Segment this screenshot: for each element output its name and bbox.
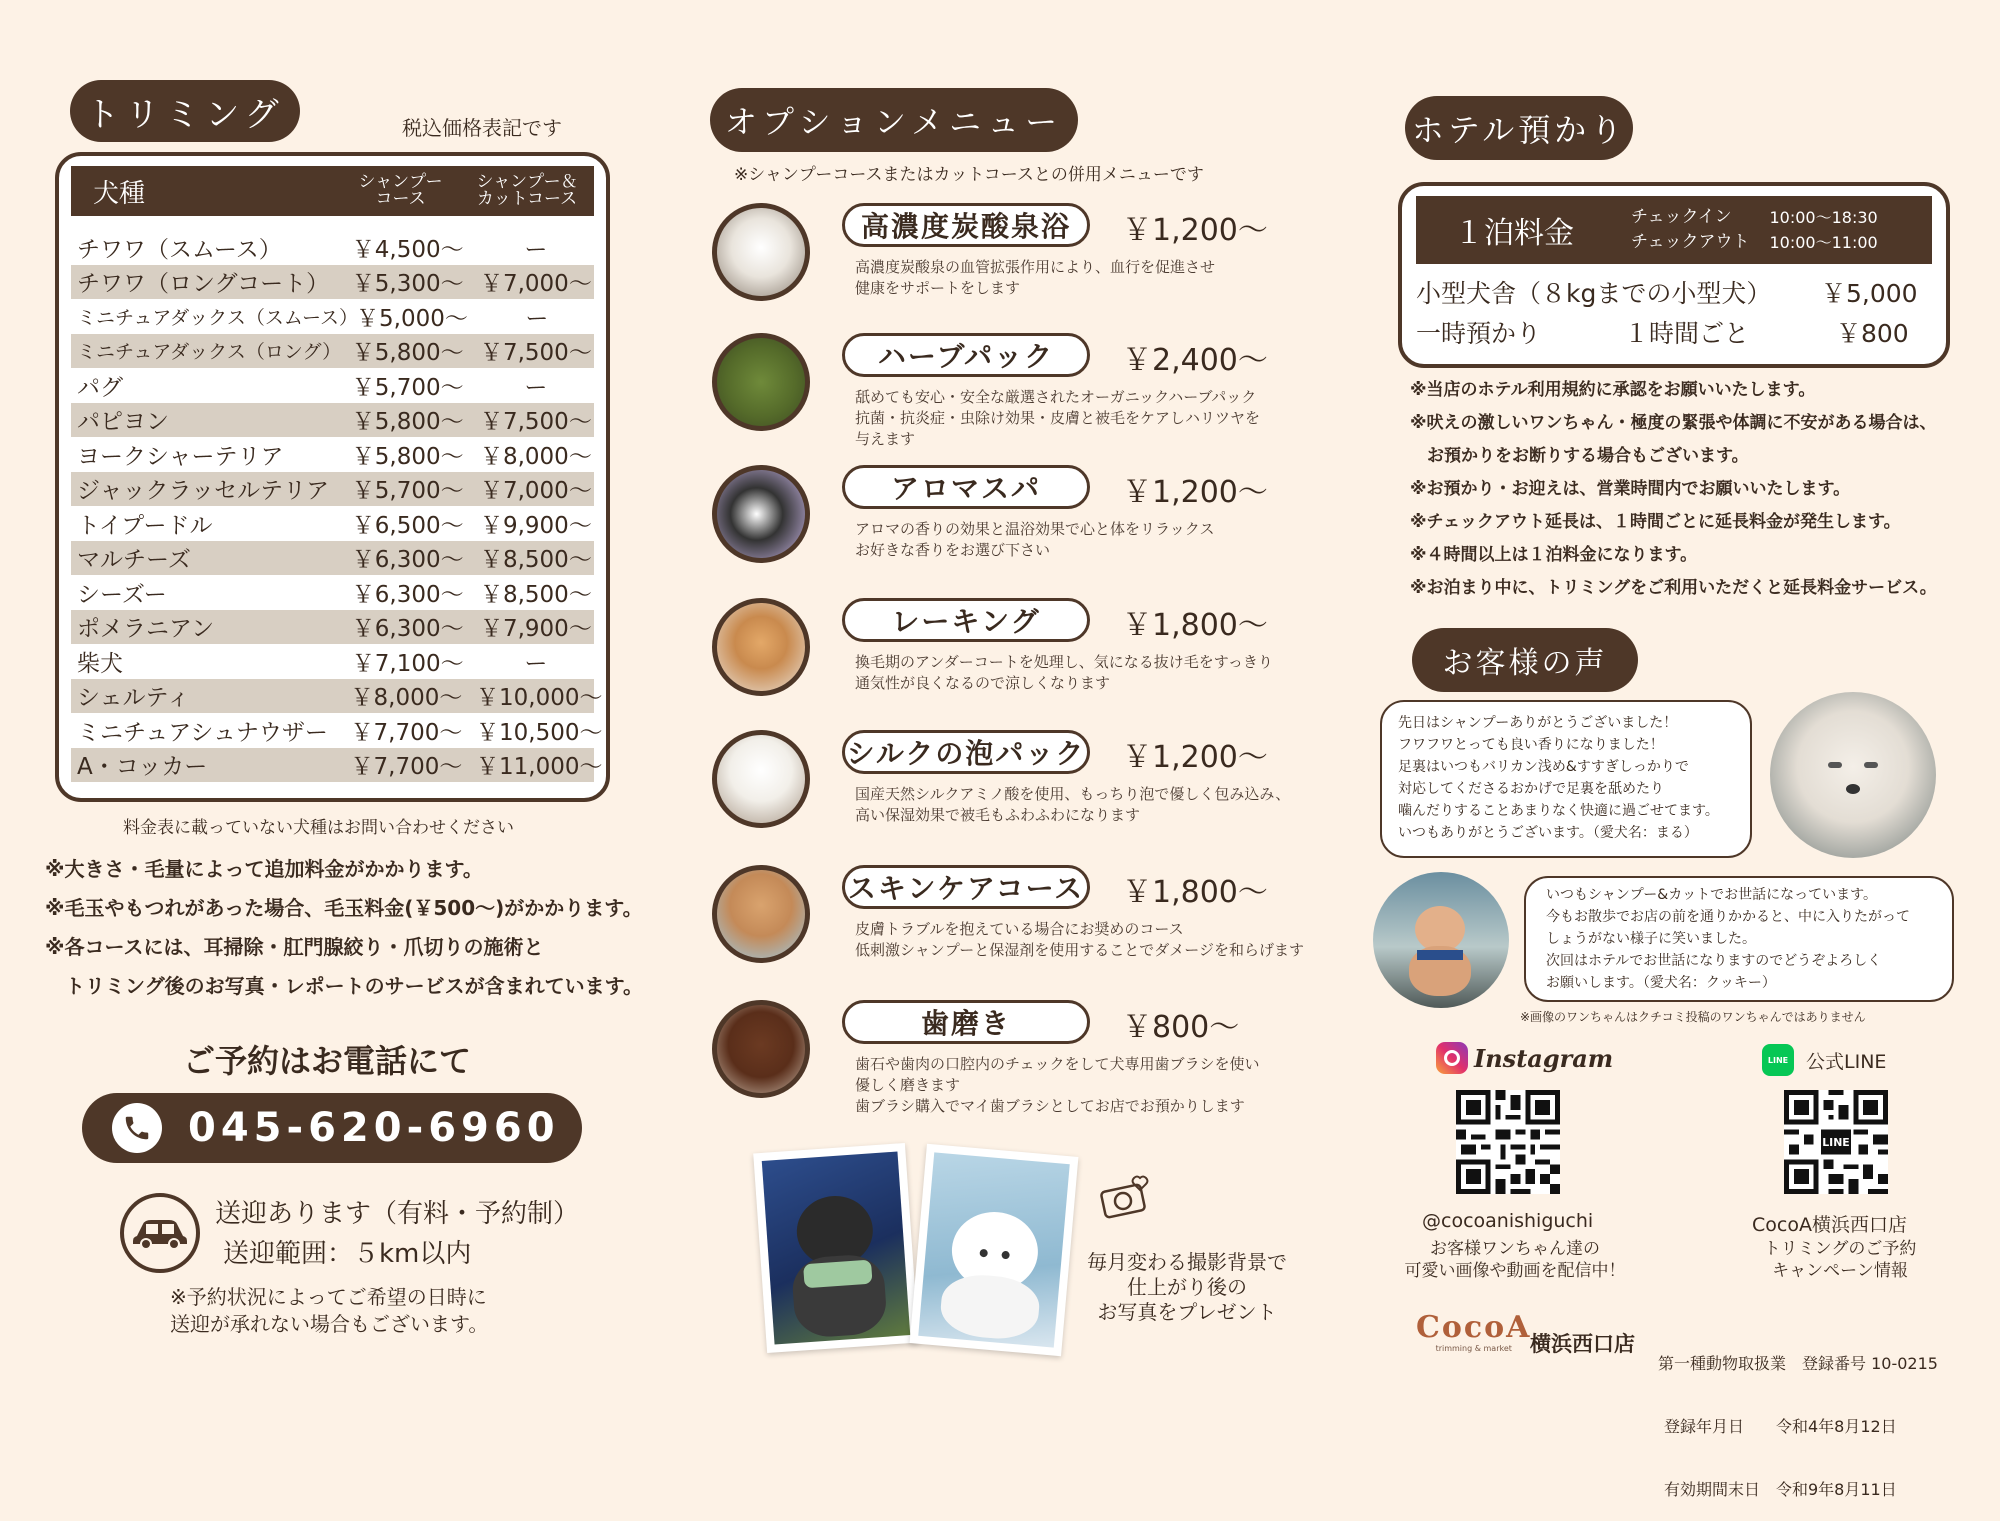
brand-logo — [1416, 1312, 1531, 1353]
hotel-rate-label: １泊料金 — [1454, 216, 1574, 251]
reserve-title: ご予約はお電話にて — [183, 1042, 472, 1080]
shampoo-price-cell: ￥7,700〜 — [350, 719, 463, 746]
cut-price-cell: ￥7,500〜 — [479, 409, 592, 436]
voice-line: 対応してくださるおかげで足裏を舐めたり — [1398, 781, 1664, 797]
voices-disclaimer: ※画像のワンちゃんはクチコミ投稿のワンちゃんではありません — [1520, 1010, 1866, 1024]
line-qr-code[interactable] — [1784, 1090, 1888, 1194]
breed-cell: ミニチュアダックス（スムース） — [77, 306, 359, 329]
shampoo-price-cell: ￥6,300〜 — [351, 581, 464, 608]
instagram-icon — [1436, 1042, 1468, 1074]
line-icon: LINE — [1762, 1044, 1794, 1076]
table-row — [71, 679, 603, 714]
hotel-small-price: ￥5,000 — [1821, 279, 1918, 308]
hotel-note: ※４時間以上は１泊料金になります。 — [1410, 545, 1698, 565]
hotel-note: ※お泊まり中に、トリミングをご利用いただくと延長料金サービス。 — [1410, 578, 1937, 598]
voices-title: お客様の声 — [1412, 628, 1638, 692]
pickup-info — [215, 1194, 579, 1274]
license-line: 第一種動物取扱業 登録番号 10-0215 — [1658, 1354, 1938, 1373]
shampoo-price-cell: ￥5,800〜 — [351, 340, 464, 367]
car-icon — [120, 1193, 200, 1273]
voice-line: 噛んだりすることあまりなく快適に過ごせてます。 — [1398, 803, 1719, 819]
breed-cell: マルチーズ — [77, 547, 191, 574]
hotel-note: ※吠えの激しいワンちゃん・極度の緊張や体調に不安がある場合は、 — [1410, 413, 1937, 433]
instagram-handle: @cocoanishiguchi — [1422, 1210, 1594, 1232]
hotel-note: ※お預かり・お迎えは、営業時間内でお願いいたします。 — [1410, 479, 1851, 499]
option-photo — [712, 1000, 810, 1098]
pickup-line1: 送迎あります（有料・予約制） — [215, 1199, 580, 1229]
cut-price-cell: ￥8,500〜 — [479, 547, 592, 574]
pickup-line2: 送迎範囲：５km以内 — [223, 1239, 472, 1269]
breed-cell: ヨークシャーテリア — [77, 443, 284, 470]
option-name: レーキング — [842, 598, 1090, 642]
option-desc-line: 優しく磨きます — [855, 1076, 961, 1094]
sample-photo-1 — [753, 1143, 919, 1353]
table-row — [71, 610, 594, 645]
brand-sub: trimming & market — [1435, 1344, 1512, 1353]
table-row — [71, 334, 594, 369]
license-line: 登録年月日 令和4年8月12日 — [1664, 1417, 1897, 1436]
option-price: ￥2,400〜 — [1122, 343, 1268, 378]
line-desc — [1730, 1238, 1950, 1282]
option-desc — [855, 519, 1215, 561]
checkin-label: チェックイン — [1631, 207, 1732, 227]
photo-caption-line: お写真をプレゼント — [1097, 1300, 1277, 1324]
cut-price-cell: ￥7,000〜 — [479, 478, 592, 505]
cut-price-cell: ￥7,900〜 — [479, 616, 592, 643]
option-desc-line: 皮膚トラブルを抱えている場合にお奨めのコース — [855, 920, 1184, 938]
option-desc — [855, 1054, 1260, 1117]
cut-price-cell: ￥7,500〜 — [479, 340, 592, 367]
header-cut: シャンプー＆ カットコース — [476, 172, 578, 209]
option-name: シルクの泡パック — [842, 730, 1090, 774]
hotel-temporary — [1416, 314, 1932, 354]
breed-cell: チワワ（スムース） — [77, 236, 282, 263]
voice-1-dog-photo — [1770, 692, 1936, 858]
line-desc-line: キャンペーン情報 — [1772, 1261, 1908, 1281]
breed-cell: ミニチュアシュナウザー — [77, 719, 328, 746]
option-price: ￥1,800〜 — [1122, 608, 1268, 643]
cut-price-cell: ￥9,900〜 — [479, 512, 592, 539]
option-desc-line: 高い保湿効果で被毛もふわふわになります — [855, 806, 1141, 824]
hotel-small-label: 小型犬舎（８kgまでの小型犬） — [1416, 279, 1772, 308]
line-label: 公式LINE — [1806, 1050, 1887, 1073]
voice-2 — [1524, 876, 1954, 1002]
table-header — [71, 166, 594, 216]
voice-line: 次回はホテルでお世話になりますのでどうぞよろしく — [1546, 953, 1882, 969]
cut-price-cell: ￥7,000〜 — [479, 271, 592, 298]
options-title: オプションメニュー — [710, 88, 1078, 152]
option-desc-line: アロマの香りの効果と温浴効果で心と体をリラックス — [855, 520, 1215, 538]
brand-name: CocoA — [1416, 1310, 1532, 1345]
instagram-desc-line: お客様ワンちゃん達の — [1430, 1239, 1600, 1259]
trimming-notes — [45, 850, 643, 1006]
photo-caption-line: 仕上がり後の — [1127, 1275, 1247, 1299]
option-price: ￥1,200〜 — [1122, 213, 1268, 248]
breed-cell: ジャックラッセルテリア — [77, 478, 330, 505]
pickup-note-line2: 送迎が承れない場合もございます。 — [170, 1312, 489, 1336]
license-info — [1658, 1311, 1938, 1521]
trimming-price-table — [55, 152, 610, 802]
pickup-note-line1: ※予約状況によってご希望の日時に — [170, 1285, 487, 1309]
option-photo — [712, 730, 810, 828]
instagram-label: Instagram — [1474, 1043, 1614, 1073]
option-desc — [855, 784, 1290, 826]
hotel-rate-box — [1398, 182, 1950, 368]
photo-caption-line: 毎月変わる撮影背景で — [1087, 1250, 1287, 1274]
breed-cell: 柴犬 — [77, 650, 123, 677]
option-name: 高濃度炭酸泉浴 — [842, 203, 1090, 247]
option-desc-line: 歯石や歯肉の口腔内のチェックをして犬専用歯ブラシを使い — [855, 1055, 1260, 1073]
phone-button[interactable] — [82, 1093, 582, 1163]
table-row — [71, 472, 594, 507]
hotel-rate-header — [1416, 196, 1932, 264]
voice-line: いつもシャンプー&カットでお世話になっています。 — [1546, 887, 1877, 903]
cut-price-cell: ー — [524, 236, 548, 263]
option-photo — [712, 865, 810, 963]
cut-price-cell: ￥10,500〜 — [476, 719, 603, 746]
checkout-time: 10:00〜11:00 — [1769, 233, 1878, 252]
option-name: アロマスパ — [842, 465, 1090, 509]
breed-cell: ポメラニアン — [77, 616, 215, 643]
breed-cell: トイプードル — [77, 512, 213, 539]
shampoo-price-cell: ￥4,500〜 — [351, 236, 464, 263]
option-desc — [855, 257, 1215, 299]
option-desc-line: 通気性が良くなるので涼しくなります — [855, 674, 1111, 692]
sample-photo-2 — [910, 1144, 1079, 1356]
license-line: 有効期間末日 令和9年8月11日 — [1664, 1480, 1897, 1499]
option-desc — [855, 652, 1273, 694]
shampoo-price-cell: ￥5,000〜 — [356, 305, 468, 332]
shampoo-price-cell: ￥5,800〜 — [351, 443, 464, 470]
option-desc-line: 与えます — [855, 430, 916, 448]
instagram-qr-code[interactable] — [1456, 1090, 1560, 1194]
hotel-temp-price: ￥800 — [1836, 319, 1909, 348]
photo-caption — [1082, 1250, 1292, 1325]
table-note: 料金表に載っていない犬種はお問い合わせください — [123, 818, 514, 838]
table-row — [71, 403, 594, 438]
voice-line: 先日はシャンプーありがとうございました！ — [1398, 715, 1678, 731]
camera-icon — [1100, 1174, 1150, 1222]
option-photo — [712, 333, 810, 431]
header-breed: 犬種 — [93, 178, 146, 209]
hotel-note: ※当店のホテル利用規約に承認をお願いいたします。 — [1410, 380, 1816, 400]
table-row — [71, 644, 594, 679]
shampoo-price-cell: ￥5,700〜 — [351, 478, 464, 505]
trimming-note: トリミング後のお写真・レポートのサービスが含まれています。 — [45, 974, 643, 998]
pickup-note — [170, 1284, 488, 1338]
checkin-time: 10:00〜18:30 — [1769, 208, 1878, 227]
hotel-temp-label: 一時預かり — [1416, 319, 1542, 348]
hotel-note: ※チェックアウト延長は、１時間ごとに延長料金が発生します。 — [1410, 512, 1901, 532]
breed-cell: チワワ（ロングコート） — [77, 271, 330, 298]
cut-price-cell: ￥8,500〜 — [479, 581, 592, 608]
voice-1 — [1380, 700, 1752, 858]
options-subtitle: ※シャンプーコースまたはカットコースとの併用メニューです — [734, 165, 1204, 185]
option-price: ￥1,200〜 — [1122, 740, 1268, 775]
cut-price-cell: ー — [525, 305, 549, 332]
table-row — [71, 299, 594, 334]
breed-cell: シーズー — [77, 581, 167, 608]
voice-line: しょうがない様子に笑いました。 — [1546, 931, 1756, 947]
option-price: ￥1,200〜 — [1122, 475, 1268, 510]
svg-text:LINE: LINE — [1822, 1135, 1850, 1149]
voice-line: 今もお散歩でお店の前を通りかかると、中に入りたがって — [1546, 909, 1910, 925]
table-row — [71, 575, 594, 610]
cut-price-cell: ー — [524, 374, 548, 401]
trimming-note: ※大きさ・毛量によって追加料金がかかります。 — [45, 857, 483, 881]
voice-line: 足裏はいつもバリカン浅め&すすぎしっかりで — [1398, 759, 1689, 775]
option-desc-line: 低刺激シャンプーと保湿剤を使用することでダメージを和らげます — [855, 941, 1304, 959]
breed-cell: ミニチュアダックス（ロング） — [77, 341, 342, 364]
header-shampoo: シャンプー コース — [358, 172, 443, 209]
hotel-temp-unit: １時間ごと — [1624, 319, 1750, 348]
tax-note: 税込価格表記です — [402, 116, 562, 140]
voice-line: フワフワとっても良い香りになりました！ — [1398, 737, 1664, 753]
table-row — [71, 541, 594, 576]
hotel-notes — [1410, 374, 1937, 605]
table-row — [71, 265, 594, 300]
option-desc-line: 高濃度炭酸泉の血管拡張作用により、血行を促進させ — [855, 258, 1216, 276]
store-name: 横浜西口店 — [1530, 1332, 1635, 1356]
option-desc-line: 歯ブラシ購入でマイ歯ブラシとしてお店でお預かりします — [855, 1097, 1245, 1115]
line-desc-line: トリミングのご予約 — [1763, 1239, 1917, 1259]
cut-price-cell: ー — [524, 650, 548, 677]
option-photo — [712, 203, 810, 301]
option-name: 歯磨き — [842, 1000, 1090, 1044]
option-name: ハーブパック — [842, 333, 1090, 377]
instagram-desc — [1400, 1238, 1630, 1282]
option-desc-line: 国産天然シルクアミノ酸を使用、もっちり泡で優しく包み込み、 — [855, 785, 1291, 803]
voice-2-dog-photo — [1373, 872, 1509, 1008]
instagram-section[interactable] — [1436, 1042, 1613, 1074]
breed-cell: A・コッカー — [77, 754, 208, 781]
option-desc-line: お好きな香りをお選び下さい — [855, 541, 1051, 559]
option-desc — [855, 919, 1304, 961]
shampoo-price-cell: ￥6,500〜 — [351, 512, 464, 539]
option-photo — [712, 598, 810, 696]
shampoo-price-cell: ￥5,700〜 — [351, 374, 464, 401]
shampoo-price-cell: ￥7,700〜 — [350, 754, 463, 781]
trimming-title: トリミング — [70, 80, 300, 142]
breed-cell: パピヨン — [77, 409, 169, 436]
option-desc-line: 換毛期のアンダーコートを処理し、気になる抜け毛をすっきり — [855, 653, 1273, 671]
trimming-note: ※毛玉やもつれがあった場合、毛玉料金(￥500〜)がかかります。 — [45, 896, 643, 920]
option-desc — [855, 387, 1260, 450]
option-desc-line: 抗菌・抗炎症・虫除け効果・皮膚と被毛をケアしハリツヤを — [855, 409, 1261, 427]
option-price: ￥1,800〜 — [1122, 875, 1268, 910]
instagram-desc-line: 可愛い画像や動画を配信中！ — [1404, 1261, 1626, 1281]
shampoo-price-cell: ￥7,100〜 — [351, 650, 464, 677]
table-row — [71, 437, 594, 472]
option-desc-line: 舐めても安心・安全な厳選されたオーガニックハーブパック — [855, 388, 1257, 406]
shampoo-price-cell: ￥8,000〜 — [350, 685, 463, 712]
voice-line: いつもありがとうございます。（愛犬名：まる） — [1398, 825, 1698, 841]
option-name: スキンケアコース — [842, 865, 1090, 909]
cut-price-cell: ￥8,000〜 — [479, 443, 592, 470]
table-row — [71, 713, 603, 748]
table-row — [71, 368, 594, 403]
option-photo — [712, 465, 810, 563]
table-row — [71, 506, 594, 541]
checkout-label: チェックアウト — [1631, 232, 1750, 252]
line-section[interactable] — [1762, 1044, 1886, 1076]
shampoo-price-cell: ￥6,300〜 — [351, 547, 464, 574]
voice-line: お願いします。（愛犬名：クッキー） — [1546, 975, 1776, 991]
breed-cell: シェルティ — [77, 685, 190, 712]
cut-price-cell: ￥10,000〜 — [476, 685, 603, 712]
line-name: CocoA横浜西口店 — [1752, 1214, 1907, 1236]
option-desc-line: 健康をサポートをします — [855, 279, 1021, 297]
table-row — [71, 748, 603, 783]
hotel-note: お預かりをお断りする場合もございます。 — [1410, 446, 1749, 466]
trimming-note: ※各コースには、耳掃除・肛門腺絞り・爪切りの施術と — [45, 935, 544, 959]
shampoo-price-cell: ￥5,800〜 — [351, 409, 464, 436]
table-body — [71, 230, 603, 782]
option-price: ￥800〜 — [1122, 1010, 1240, 1045]
phone-icon — [112, 1103, 162, 1153]
breed-cell: パグ — [77, 374, 123, 401]
hotel-small-dog — [1416, 274, 1932, 314]
table-row — [71, 230, 594, 265]
cut-price-cell: ￥11,000〜 — [476, 754, 603, 781]
phone-number: 045-620-6960 — [188, 1105, 560, 1151]
shampoo-price-cell: ￥5,300〜 — [351, 271, 464, 298]
shampoo-price-cell: ￥6,300〜 — [351, 616, 464, 643]
hotel-title: ホテル預かり — [1405, 96, 1633, 160]
